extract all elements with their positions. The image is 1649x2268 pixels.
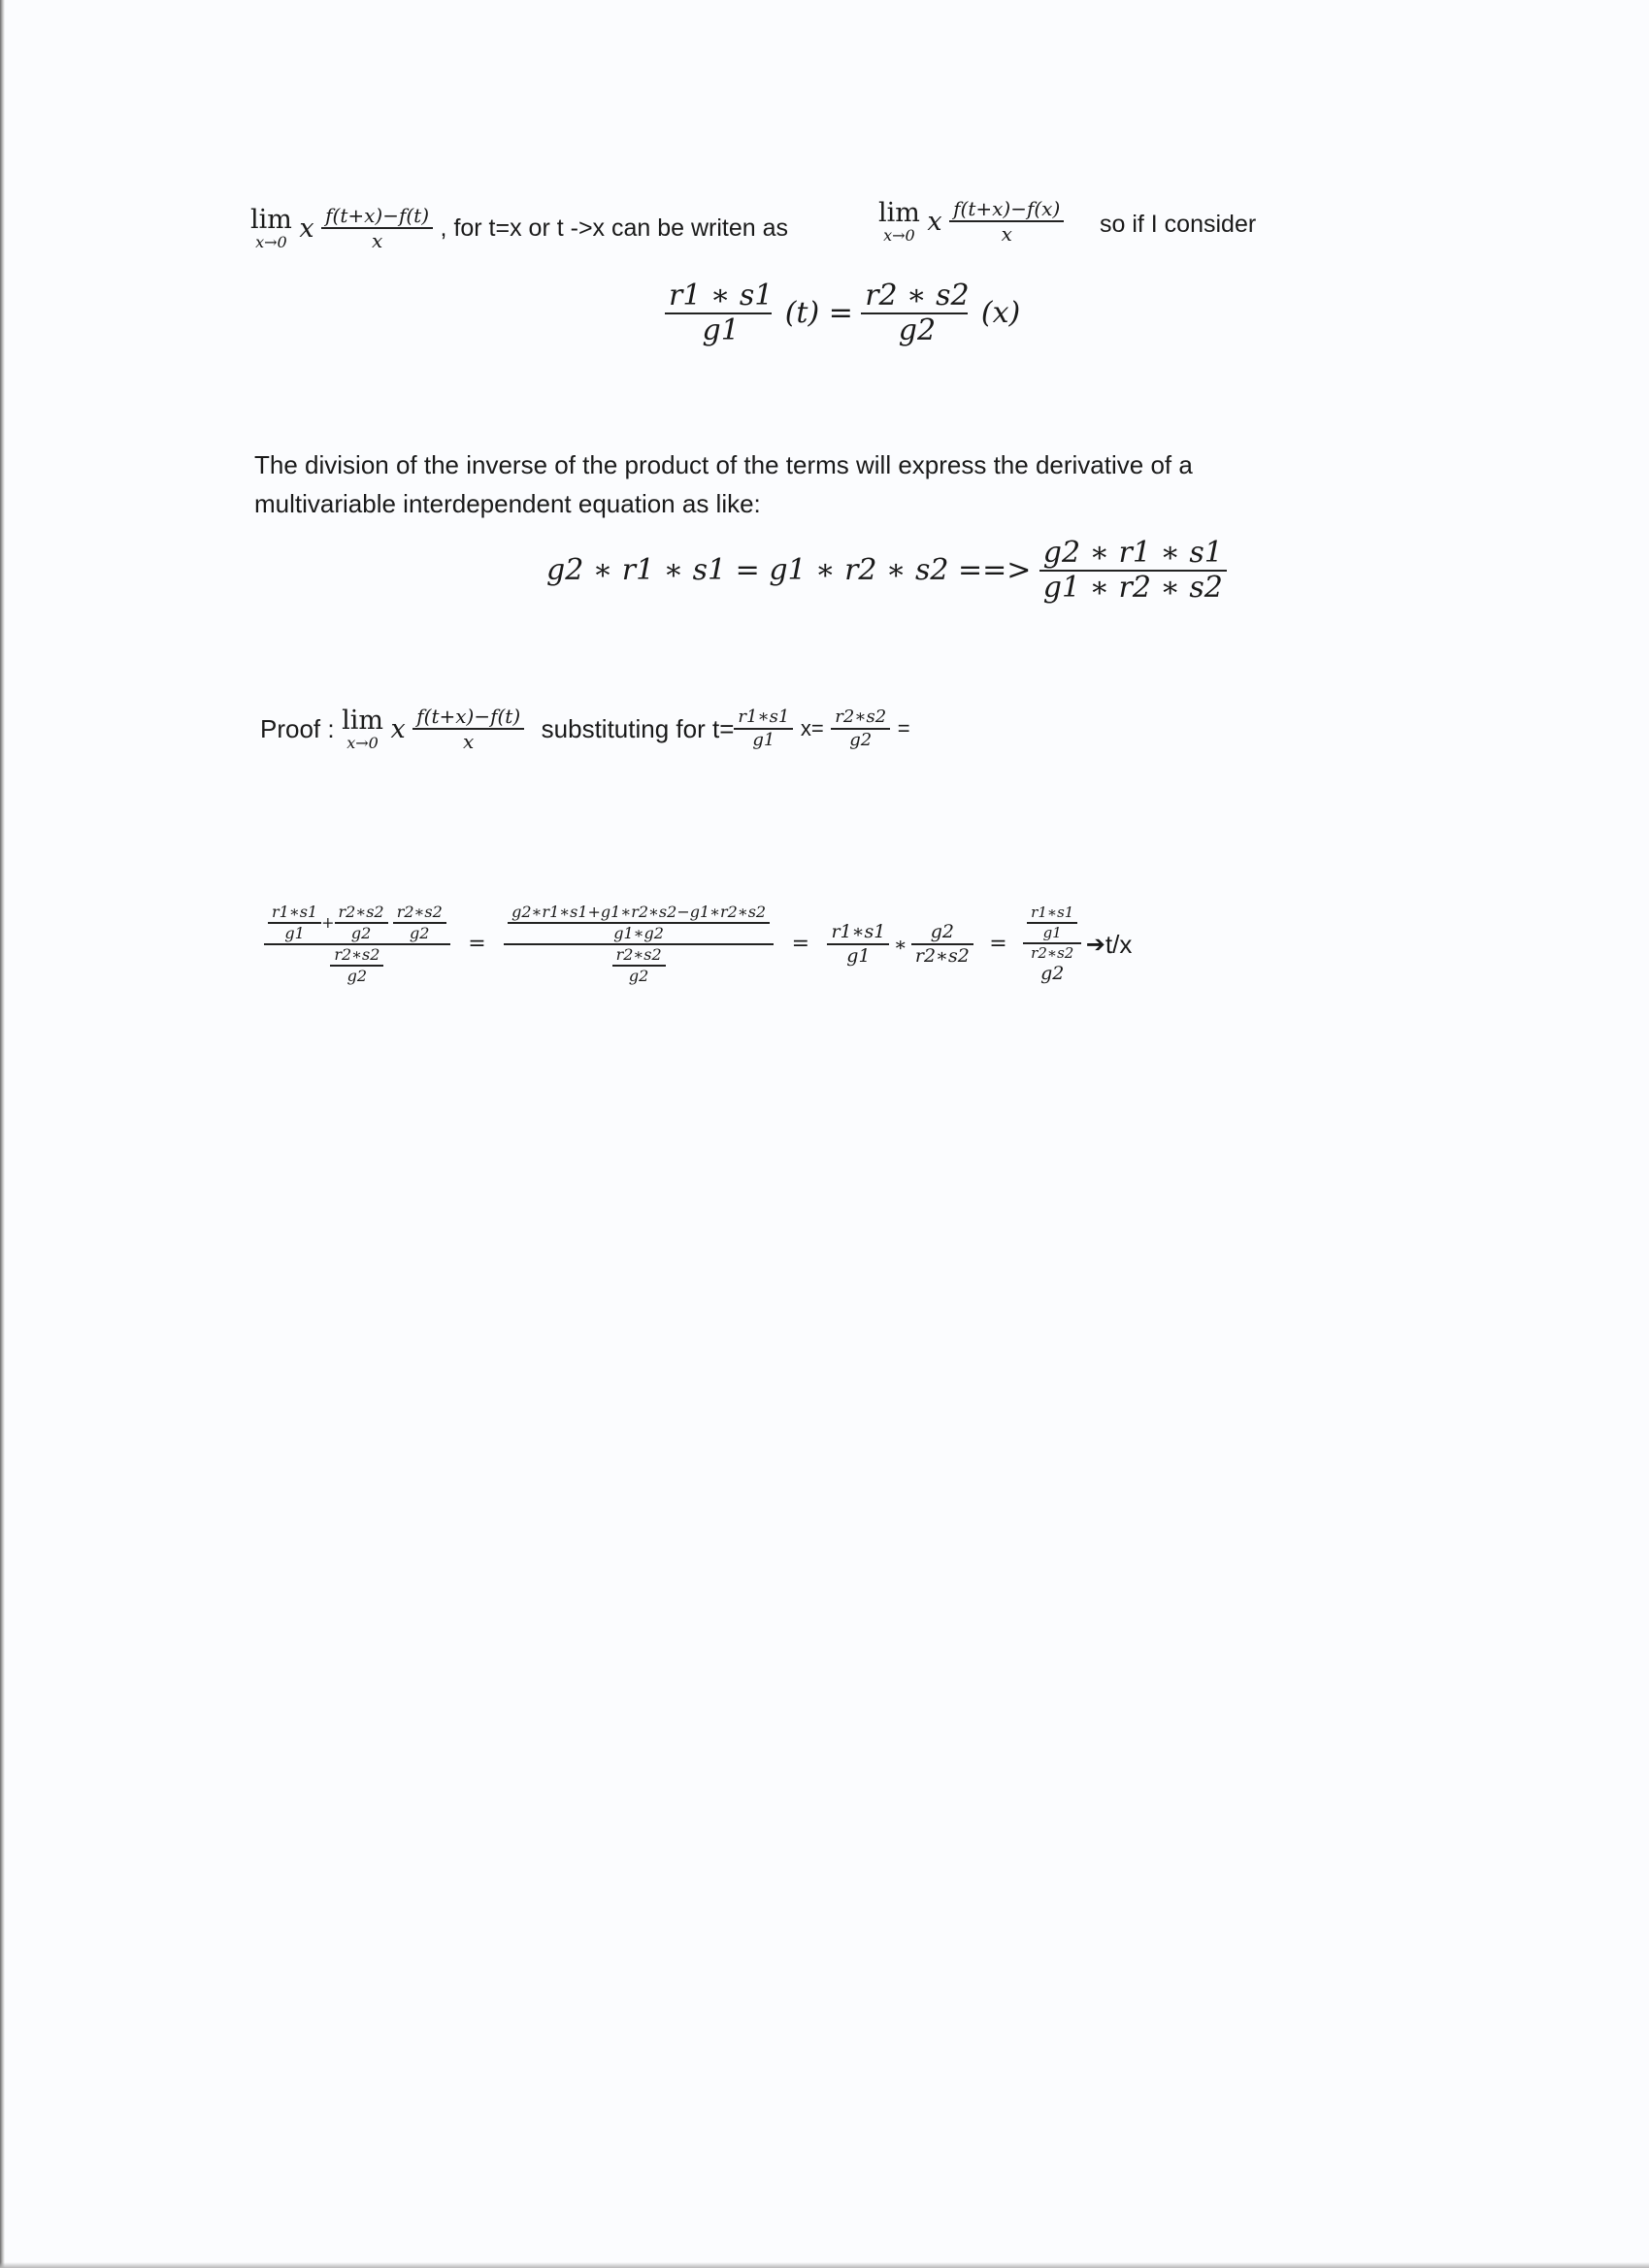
fraction-denominator: g2 bbox=[350, 924, 372, 942]
limit-variable: x bbox=[299, 213, 314, 244]
ratio-rhs-arg: (x) bbox=[980, 296, 1021, 330]
term-c bbox=[393, 904, 446, 941]
term-b bbox=[335, 904, 388, 941]
lim-subscript: x→0 bbox=[346, 733, 379, 752]
ratio-rhs bbox=[861, 281, 973, 345]
fraction-numerator: r2∗s2 bbox=[396, 903, 443, 921]
fraction-denominator bbox=[1023, 944, 1081, 983]
equals-sign: = bbox=[791, 932, 809, 956]
fraction-denominator: g1 bbox=[846, 945, 871, 967]
fraction-denominator: g2 bbox=[346, 967, 368, 985]
lim-subscript: x→0 bbox=[883, 225, 915, 245]
paragraph-line-1: The division of the inverse of the product of the terms will express the derivative of a bbox=[254, 450, 1193, 479]
fraction-numerator: r2∗s2 bbox=[338, 903, 384, 921]
consider-text: so if I consider bbox=[1100, 211, 1257, 238]
x-substitution bbox=[831, 708, 890, 749]
limit-operator bbox=[250, 204, 292, 251]
limit-variable: x bbox=[927, 206, 942, 237]
equals-sign: = bbox=[897, 716, 910, 740]
fraction-numerator bbox=[504, 904, 774, 943]
fraction-denominator: g2 bbox=[628, 967, 649, 985]
statement-text: , for t=x or t ->x can be writen as bbox=[440, 214, 789, 242]
fraction-denominator: g1 bbox=[1042, 924, 1062, 941]
ratio-lhs-arg: (t) = bbox=[784, 296, 853, 330]
fraction-denominator: x bbox=[371, 229, 383, 252]
difference-quotient bbox=[412, 707, 524, 751]
fraction-numerator: f(t+x)−f(t) bbox=[325, 204, 430, 227]
equals-sign: = bbox=[468, 932, 486, 956]
lim-word: lim bbox=[342, 705, 383, 736]
proof-line bbox=[260, 707, 910, 751]
fraction-denominator bbox=[326, 945, 387, 984]
fraction-numerator: r1∗s1 bbox=[272, 903, 318, 921]
fraction-denominator bbox=[609, 945, 670, 984]
fraction-denominator: g1 ∗ r2 ∗ s2 bbox=[1042, 571, 1223, 605]
fraction-numerator: r1∗s1 bbox=[738, 707, 790, 727]
fraction-numerator: g2 bbox=[930, 921, 954, 942]
ratio-lhs bbox=[665, 281, 776, 345]
limit-operator bbox=[878, 197, 920, 245]
fraction-numerator: r2∗s2 bbox=[615, 945, 662, 964]
term-a bbox=[268, 904, 321, 941]
fraction-numerator: r1∗s1 bbox=[1031, 904, 1074, 921]
times-sign: ∗ bbox=[893, 933, 907, 956]
lim-word: lim bbox=[250, 204, 292, 235]
x-label: x= bbox=[800, 716, 824, 740]
plus-sign: + bbox=[321, 913, 335, 932]
compound-fraction-left bbox=[264, 904, 450, 984]
fraction-numerator: f(t+x)−f(x) bbox=[953, 197, 1061, 220]
product-ratio bbox=[1039, 536, 1227, 605]
fraction-numerator: r2∗s2 bbox=[334, 945, 380, 964]
substituting-text: substituting for t= bbox=[541, 714, 735, 743]
fraction-denominator: g2 bbox=[849, 730, 873, 750]
fraction-numerator: r1 ∗ s1 bbox=[669, 279, 774, 312]
product-right-factor bbox=[911, 923, 973, 966]
scan-bottom-edge bbox=[0, 2262, 1649, 2268]
combined-denominator bbox=[612, 947, 666, 984]
fraction-denominator: r2∗s2 bbox=[914, 945, 970, 967]
fraction-numerator bbox=[1023, 905, 1081, 942]
right-arrow-icon: ➔ bbox=[1085, 931, 1105, 958]
fraction-numerator bbox=[264, 904, 450, 943]
result-denominator bbox=[1027, 946, 1077, 983]
difference-quotient-t bbox=[321, 206, 433, 250]
fraction-numerator: r2∗s2 bbox=[1031, 944, 1074, 962]
combined-fraction bbox=[504, 904, 774, 984]
outer-denominator bbox=[330, 947, 383, 984]
fraction-denominator: x bbox=[1001, 222, 1012, 246]
paragraph-line-2: multivariable interdependent equation as like: bbox=[254, 489, 761, 518]
product-equation-lhs: g2 ∗ r1 ∗ s1 = g1 ∗ r2 ∗ s2 ==> bbox=[546, 553, 1032, 587]
fraction-denominator: x bbox=[463, 730, 475, 753]
limit-variable: x bbox=[390, 713, 406, 744]
fraction-numerator: r2∗s2 bbox=[835, 707, 887, 727]
fraction-denominator: g2 bbox=[898, 313, 937, 347]
result-text: t/x bbox=[1105, 930, 1133, 959]
limit-rewritten bbox=[878, 199, 1064, 244]
fraction-denominator: g2 bbox=[1040, 963, 1065, 984]
fraction-denominator: g1 bbox=[702, 313, 740, 347]
difference-quotient-x bbox=[949, 199, 1064, 244]
scan-left-edge bbox=[0, 0, 5, 2268]
fraction-denominator: g1 bbox=[752, 730, 775, 750]
fraction-denominator: g1∗g2 bbox=[613, 924, 664, 942]
result-numerator bbox=[1027, 905, 1077, 940]
result-fraction bbox=[1023, 905, 1081, 983]
product-equation bbox=[546, 536, 1227, 605]
fraction-denominator: g2 bbox=[410, 924, 430, 942]
derivation-line bbox=[264, 904, 1132, 984]
fraction-denominator: g1 bbox=[284, 924, 305, 942]
fraction-numerator: r2 ∗ s2 bbox=[865, 279, 970, 312]
limit-operator bbox=[342, 707, 383, 751]
product-left-factor bbox=[827, 923, 889, 966]
equals-sign: = bbox=[989, 932, 1007, 956]
combined-numerator bbox=[508, 904, 770, 941]
t-substitution bbox=[734, 708, 793, 749]
proof-label: Proof : bbox=[260, 714, 335, 743]
limit-statement-line bbox=[250, 206, 788, 250]
ratio-equation bbox=[665, 281, 1020, 345]
fraction-numerator: r1∗s1 bbox=[831, 921, 886, 942]
lim-word: lim bbox=[878, 197, 920, 228]
fraction-numerator: f(t+x)−f(t) bbox=[416, 705, 521, 728]
fraction-numerator: g2 ∗ r1 ∗ s1 bbox=[1042, 536, 1223, 570]
lim-subscript: x→0 bbox=[255, 232, 287, 251]
fraction-numerator: g2∗r1∗s1+g1∗r2∗s2−g1∗r2∗s2 bbox=[511, 903, 767, 921]
